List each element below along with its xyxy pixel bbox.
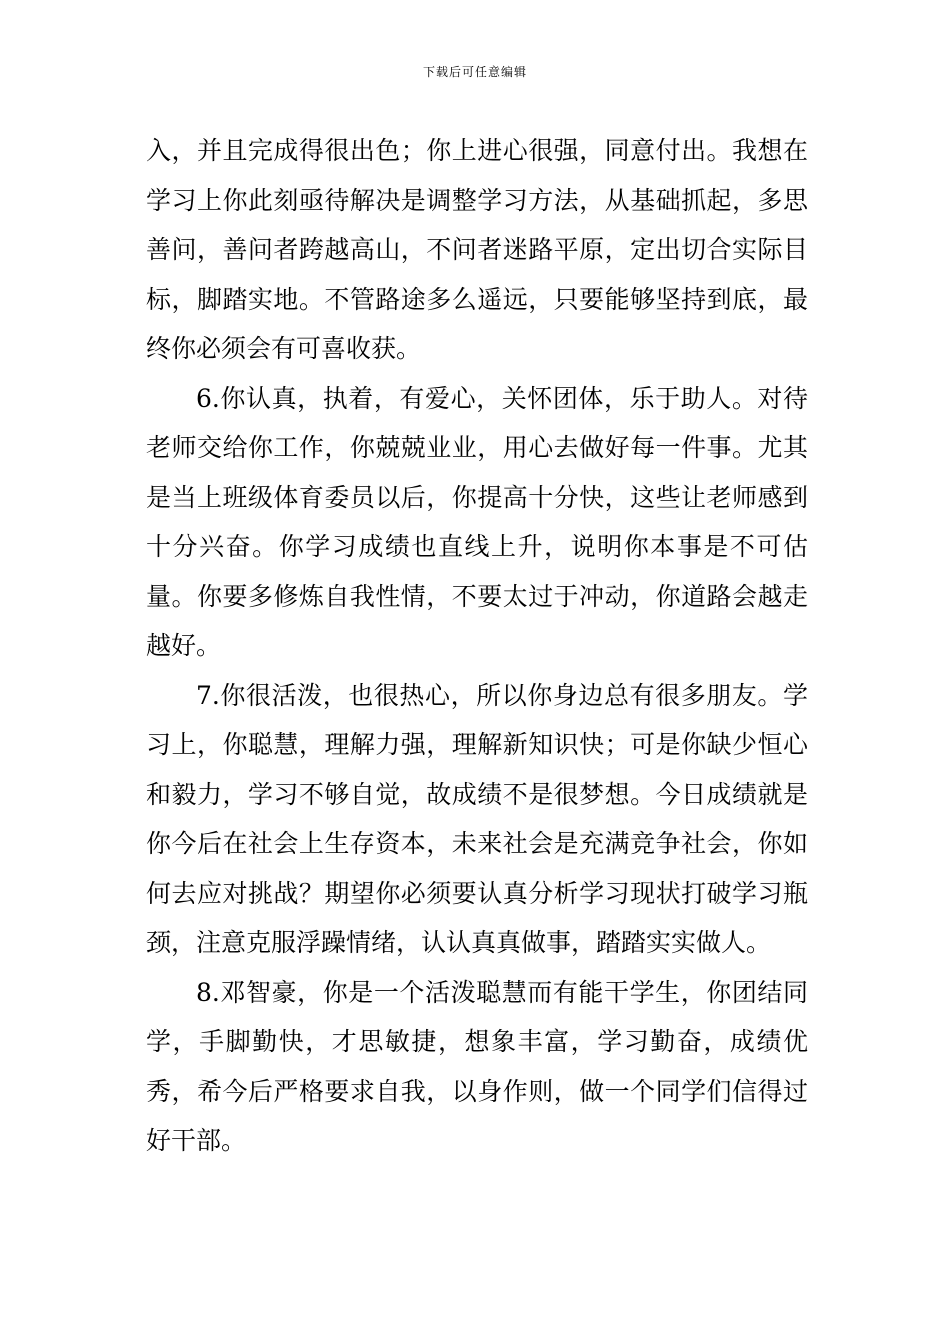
paragraph-comment-8: 8.邓智豪，你是一个活泼聪慧而有能干学生，你团结同学，手脚勤快，才思敏捷，想象丰富，学习勤奋，成绩优秀，希今后严格要求自我，以身作则，做一个同学们信得过好干部。: [146, 977, 808, 1155]
paragraph-comment-7: 7.你很活泼，也很热心，所以你身边总有很多朋友。学习上，你聪慧，理解力强，理解新知识快；可是你缺少恒心和毅力，学习不够自觉，故成绩不是很梦想。今日成绩就是你今后在社会上生存资本，未来社会是充满竞争社会，你如何去应对挑战？期望你必须要认真分析学习现状打破学习瓶颈，注意克服浮躁情绪，认认真真做事，踏踏实实做人。: [146, 680, 808, 957]
document-body: [146, 126, 808, 1166]
page-header: 下载后可任意编辑: [422, 65, 527, 79]
paragraph-comment-6: 6.你认真，执着，有爱心，关怀团体，乐于助人。对待老师交给你工作，你兢兢业业，用心去做好每一件事。尤其是当上班级体育委员以后，你提高十分快，这些让老师感到十分兴奋。你学习成绩也直线上升，说明你本事是不可估量。你要多修炼自我性情，不要太过于冲动，你道路会越走越好。: [146, 383, 808, 660]
paragraph-continuation: 入，并且完成得很出色；你上进心很强，同意付出。我想在学习上你此刻亟待解决是调整学习方法，从基础抓起，多思善问，善问者跨越高山，不问者迷路平原，定出切合实际目标，脚踏实地。不管路途多么遥远，只要能够坚持到底，最终你必须会有可喜收获。: [146, 136, 808, 363]
